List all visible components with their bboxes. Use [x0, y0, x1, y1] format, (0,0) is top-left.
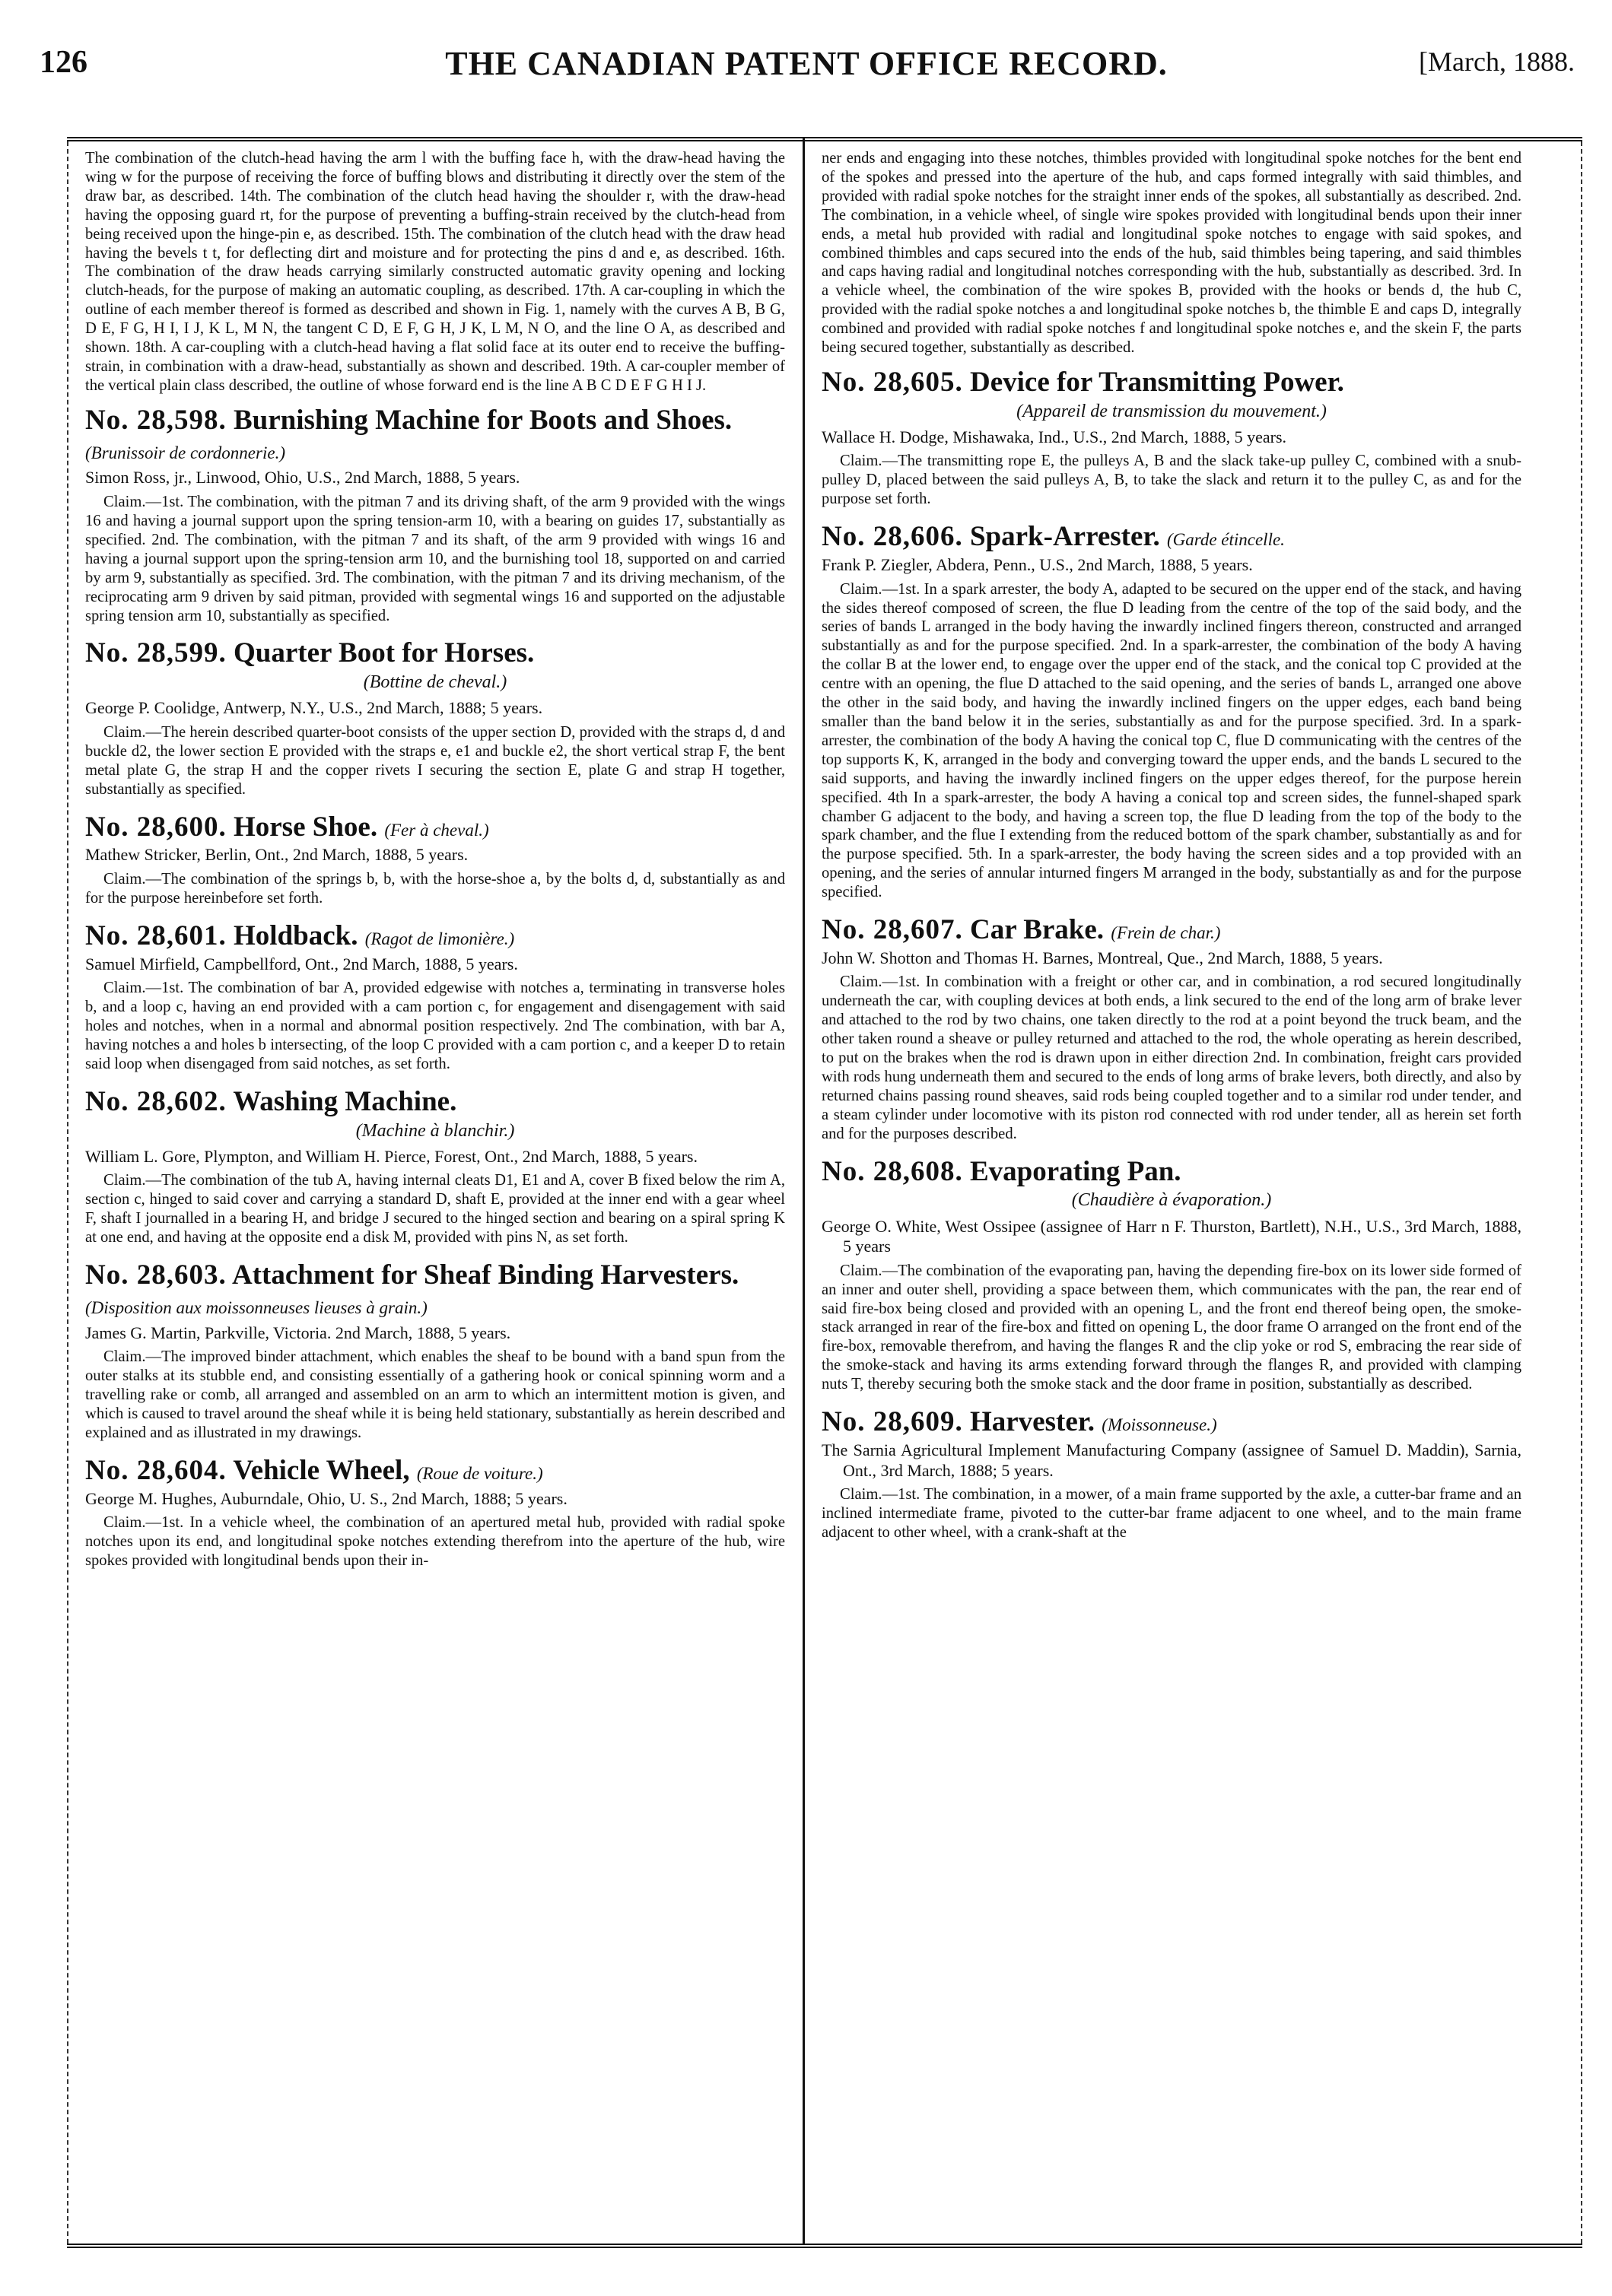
claim-text: Claim.—The combination of the springs b, b, with the horse-shoe a, by the bolts d, d, substantially as and for the purpose hereinbefore set forth.	[85, 870, 785, 907]
french-title: (Bottine de cheval.)	[363, 672, 507, 693]
inventor-line: James G. Martin, Parkville, Victoria. 2nd March, 1888, 5 years.	[85, 1323, 511, 1342]
entry-heading	[85, 1085, 785, 1117]
claim-text: Claim.—The improved binder attachment, which enables the sheaf to be bound with a band spun from the outer stalks at its stubble end, and consisting essentially of a gathering hook or conical spinning worm and a travelling rake or comb, all arranged and assembled on an arm to which an intermittent motion is given, and which is caused to travel around the sheaf while it is being held stationary, substantially as herein described and explained and as illustrated in my drawings.	[85, 1348, 785, 1441]
patent-title: Burnishing Machine for Boots and Shoes.	[233, 404, 733, 436]
patent-title: Device for Transmitting Power.	[969, 366, 1344, 398]
patent-title: Vehicle Wheel,	[233, 1454, 410, 1486]
inventor-line: Wallace H. Dodge, Mishawaka, Ind., U.S., 2nd March, 1888, 5 years.	[822, 427, 1287, 446]
inventor-line: Samuel Mirfield, Campbellford, Ont., 2nd March, 1888, 5 years.	[85, 954, 518, 973]
inventor-line: Mathew Stricker, Berlin, Ont., 2nd March, 1888, 5 years.	[85, 845, 469, 865]
french-title: (Chaudière à évaporation.)	[1071, 1190, 1272, 1211]
inventor-line: George M. Hughes, Auburndale, Ohio, U. S., 2nd March, 1888; 5 years.	[85, 1488, 568, 1508]
inventor-line: William L. Gore, Plympton, and William H. Pierce, Forest, Ont., 2nd March, 1888, 5 years.	[85, 1146, 698, 1166]
patent-entry	[85, 639, 785, 799]
column-divider	[803, 138, 805, 2245]
entry-heading	[85, 639, 785, 668]
patent-entry	[822, 1408, 1521, 1542]
patent-number: No. 28,598.	[85, 404, 227, 436]
entry-heading	[822, 522, 1521, 552]
entry-heading	[822, 1408, 1521, 1437]
patent-number: No. 28,600.	[85, 811, 227, 843]
patent-number: No. 28,601.	[85, 919, 227, 951]
patent-number: No. 28,599.	[85, 637, 227, 669]
patent-title: Holdback.	[233, 919, 358, 951]
entry-heading	[85, 919, 785, 951]
patent-number: No. 28,605.	[822, 366, 963, 398]
patent-title: Harvester.	[969, 1406, 1095, 1438]
patent-title: Washing Machine.	[233, 1085, 457, 1117]
patent-title: Spark-Arrester.	[969, 521, 1160, 553]
french-title: (Frein de char.)	[1111, 923, 1221, 943]
patent-number: No. 28,603.	[85, 1259, 227, 1291]
french-title: (Appareil de transmission du mouvement.)	[1016, 401, 1327, 421]
entry-heading	[822, 916, 1521, 945]
french-title: (Roue de voiture.)	[416, 1463, 543, 1483]
french-title: (Fer à cheval.)	[384, 820, 489, 840]
french-title: (Disposition aux moissonneuses lieuses à grain.)	[85, 1297, 428, 1317]
patent-number: No. 28,607.	[822, 914, 963, 946]
page-header	[30, 44, 1582, 90]
continuation-text: The combination of the clutch-head having the arm l with the buffing face h, with the draw-head having the wing w for the purpose of receiving the force of buffing blows and distributing it directly over the stem of the draw bar, as described. 14th. The combination of the clutch head having the shoulder r, with the draw-head having the opposing guard rt, for the purpose of preventing a buffing-strain received by the clutch-head from being received upon the hinge-pin e, as described. 15th. The combination of the clutch head with the draw head having the bevels t t, for deflecting dirt and moisture and for protecting the pins d and e, as described. 16th. The combination of the draw heads carrying similarly constructed automatic gravity opening and locking clutch-heads, for the purpose of making an automatic coupling, as described. 17th. A car-coupling in which the outline of each member thereof is formed as described and shown in Fig. 1, namely with the curves A B, B G, D E, F G, H I, I J, K L, M N, the tangent C D, E F, G H, J K, L M, N O, and the line O A, as described and shown. 18th. A car-coupling with a clutch-head having a flat solid face at its outer end to receive the buffing-strain, in combination with a draw-head, substantially as shown and described. 19th. A car-coupler member of the vertical plain class described, the outline of whose forward end is the line A B C D E F G H I J.	[85, 150, 785, 394]
left-border-rule	[67, 141, 68, 2244]
claim-text: Claim.—1st. In combination with a freight or other car, and in combination, a rod secured longitudinally underneath the car, with coupling devices at both ends, a link secured to the end of the long arm of brake lever and attached to the rod by two chains, one taken directly to the rod at a point beyond the truck beam, and the other taken round a sheave or pulley returned and attached to the rod, the whole operating as herein described, to put on the brakes when the rod is drawn upon in either direction 2nd. In combination, freight cars provided with rods hung underneath them and secured to the ends of long arms of brake levers, both directly, and also by returned chains passing round sheaves, said rods being coupled together and to a similar rod under tender, and a steam cylinder under locomotive with its piston rod connected with rod under tender, all as herein set forth and for the purposes described.	[822, 973, 1521, 1142]
entry-heading	[822, 368, 1521, 398]
claim-text: Claim.—1st. In a vehicle wheel, the combination of an apertured metal hub, provided with radial spoke notches upon its end, and longitudinal spoke notches extending therefrom into the aperture of the hub, wire spokes provided with longitudinal bends upon their in-	[85, 1514, 785, 1569]
patent-number: No. 28,608.	[822, 1155, 963, 1187]
patent-title: Quarter Boot for Horses.	[233, 637, 535, 669]
claim-text: Claim.—The combination of the evaporating pan, having the depending fire-box on its lower side formed of an inner and outer shell, providing a space between them, which communicates with the pan, the rear end of said fire-box being closed and provided with an opening L, and the front end thereof being open, the smoke-stack arranged in rear of the fire-box and fitted on opening L, the door frame O arranged on the front end of the fire-box, removable therefrom, and having the flanges R and the clip yoke or rod S, embracing the rear side of the smoke-stack and having its arms extending forward through the flanges R, and provided with clamping nuts T, thereby securing both the smoke stack and the door frame in position, substantially as described.	[822, 1262, 1521, 1393]
patent-title: Attachment for Sheaf Binding Harvesters.	[231, 1259, 739, 1291]
patent-title: Horse Shoe.	[233, 811, 378, 843]
inventor-line: John W. Shotton and Thomas H. Barnes, Montreal, Que., 2nd March, 1888, 5 years.	[822, 948, 1383, 967]
inventor-line: Frank P. Ziegler, Abdera, Penn., U.S., 2nd March, 1888, 5 years.	[822, 555, 1253, 575]
claim-text: Claim.—1st. The combination, with the pitman 7 and its driving shaft, of the arm 9 provided with the wings 16 and having a journal support upon the spring tension-arm 10, with a bearing on guides 17, substantially as specified. 2nd. The combination, with the pitman 7 and its shaft, of the arm 9 provided with wings 16 and having a journal support upon the spring-tension arm 10, and the burnishing tool 18, supported on and carried by arm 9, substantially as specified. 3rd. The combination, with the pitman 7 and its driving mechanism, of the reciprocating arm 9 driven by said pitman, provided with segmental wings 16 and supported on the adjustable spring tension arm 10, substantially as specified.	[85, 494, 785, 624]
patent-entry	[822, 522, 1521, 902]
inventor-line: The Sarnia Agricultural Implement Manufacturing Company (assignee of Samuel D. Maddin), Sarnia, Ont., 3rd March, 1888; 5 years.	[822, 1440, 1521, 1480]
entry-heading	[85, 406, 785, 465]
entry-heading	[85, 1456, 785, 1486]
patent-entry	[85, 1456, 785, 1570]
right-column	[822, 149, 1521, 2233]
journal-title: THE CANADIAN PATENT OFFICE RECORD.	[445, 45, 1168, 82]
patent-entry	[85, 1261, 785, 1443]
page-number: 126	[40, 45, 87, 80]
continuation-text: ner ends and engaging into these notches, thimbles provided with longitudinal spoke notches for the bent end of the spokes and pressed into the aperture of the hub, and caps formed integrally with said thimbles, and provided with radial spoke notches for the straight inner ends of the spokes, all substantially as described. 2nd. The combination, in a vehicle wheel, of single wire spokes provided with longitudinal bends upon their inner ends, a metal hub provided with radial and longitudinal spoke notches to engage with said spokes, and combined thimbles and caps secured into the ends of the hub, said thimbles being tapering, and said thimbles and caps having radial and longitudinal notches corresponding with the hub, substantially as described. 3rd. In a vehicle wheel, the combination of the wire spokes B, provided with the hooks or bends d, the hub C, provided with the radial spoke notches a and longitudinal spoke notches b, the thimble E and caps D, integrally combined and provided with radial spoke notches f and longitudinal spoke notches e, and the skein F, the parts being secured together, substantially as described.	[822, 150, 1521, 357]
french-title: (Brunissoir de cordonnerie.)	[85, 443, 285, 462]
french-title: (Garde étincelle.	[1166, 530, 1285, 550]
french-title: (Machine à blanchir.)	[355, 1120, 515, 1141]
patent-entry	[85, 406, 785, 626]
claim-text: Claim.—1st. In a spark arrester, the body A, adapted to be secured on the upper end of the stack, and having the sides thereof composed of screen, the flue D leading from the centre of the top of the said body, and the series of bands L arranged in the body having the inwardly inclined fingers thereon, constructed and arranged substantially as and for the purpose specified. 2nd. In a spark-arrester, the combination of the body A having the collar B at the lower end, to engage over the upper end of the stack, and the conical top C provided at the centre with an opening, the flue D attached to the said opening, and the series of bands L, arranged one above the other in the said body, and having the inwardly inclined fingers on the upper edges, each band being smaller than the band below it in the series, substantially as and for the purpose specified. 3rd. In a spark-arrester, the combination of the body A having the conical top C, flue D communicating with the centres of the top supports K, K, arranged in the body and converging toward the upper ends, and the bands L secured to the said supports, and having the inwardly inclined fingers on the upper edges thereof, for the purpose herein specified. 4th In a spark-arrester, the body A having a conical top and screen sides, the funnel-shaped spark chamber G adjacent to the body, and having a screen top, the flue D leading from the top of the body to the spark chamber, and the flue I extending from the reduced bottom of the spark chamber, substantially as and for the purpose specified. 5th. In a spark-arrester, the body having the screen sides and a top provided with an opening, and the series of annular inturned fingers M arranged in the body, substantially as and for the purpose specified.	[822, 580, 1521, 901]
patent-entry	[822, 368, 1521, 509]
french-title: (Ragot de limonière.)	[364, 929, 515, 948]
claim-text: Claim.—The combination of the tub A, having internal cleats D1, E1 and A, cover B fixed below the rim A, section c, hinged to said cover and carrying a standard D, shaft E, provided at the inner end with a gear wheel F, shaft I journalled in a bearing H, and bridge J secured to the hinged section and bearing on a spiral spring K at one end, and having at the opposite end a disk M, provided with pins N, as set forth.	[85, 1172, 785, 1246]
patent-entry	[85, 1085, 785, 1247]
patent-number: No. 28,604.	[85, 1454, 227, 1486]
entry-heading	[85, 813, 785, 843]
claim-text: Claim.—The transmitting rope E, the pulleys A, B and the slack take-up pulley C, combined with a snub-pulley D, placed between the said pulleys A, B, to take the slack and return it to the pulley C, as and for the purpose set forth.	[822, 453, 1521, 508]
inventor-line: George O. White, West Ossipee (assignee of Harr n F. Thurston, Bartlett), N.H., U.S., 3rd March, 1888, 5 years	[822, 1216, 1521, 1256]
left-column	[85, 149, 785, 2233]
patent-number: No. 28,609.	[822, 1406, 963, 1438]
claim-text: Claim.—1st. The combination of bar A, provided edgewise with notches a, terminating in transverse holes b, and a loop c, having an end provided with a cam portion c, for engagement and disengagement with said holes and notches, when in a normal and abnormal position respectively. 2nd The combination, with bar A, having notches a and holes b intersecting, of the loop C provided with a cam portion c, and a keeper D to retain said loop when disengaged from said notches, as set forth.	[85, 980, 785, 1072]
right-border-rule	[1581, 141, 1582, 2244]
entry-heading	[822, 1155, 1521, 1187]
patent-entry	[822, 1155, 1521, 1394]
patent-title: Evaporating Pan.	[969, 1155, 1181, 1187]
inventor-line: George P. Coolidge, Antwerp, N.Y., U.S., 2nd March, 1888; 5 years.	[85, 698, 543, 718]
patent-entry	[85, 813, 785, 908]
claim-text: Claim.—1st. The combination, in a mower, of a main frame supported by the axle, a cutter-bar frame and an inclined intermediate frame, pivoted to the cutter-bar frame adjacent to one wheel, and to the main frame adjacent to other wheel, with a crank-shaft at the	[822, 1486, 1521, 1541]
patent-number: No. 28,606.	[822, 521, 963, 553]
entry-heading	[85, 1261, 785, 1320]
patent-entry	[85, 919, 785, 1074]
patent-number: No. 28,602.	[85, 1085, 227, 1117]
patent-title: Car Brake.	[969, 914, 1105, 946]
issue-date: [March, 1888.	[1419, 46, 1575, 77]
claim-text: Claim.—The herein described quarter-boot consists of the upper section D, provided with the straps d, d and buckle d2, the lower section E provided with the straps e, e1 and buckle e2, the short vertical strap F, the bent metal plate G, the strap H and the copper rivets I securing the section E, plate G and strap H together, substantially as specified.	[85, 723, 785, 798]
inventor-line: Simon Ross, jr., Linwood, Ohio, U.S., 2nd March, 1888, 5 years.	[85, 468, 520, 487]
patent-entry	[822, 916, 1521, 1144]
french-title: (Moissonneuse.)	[1102, 1415, 1217, 1435]
